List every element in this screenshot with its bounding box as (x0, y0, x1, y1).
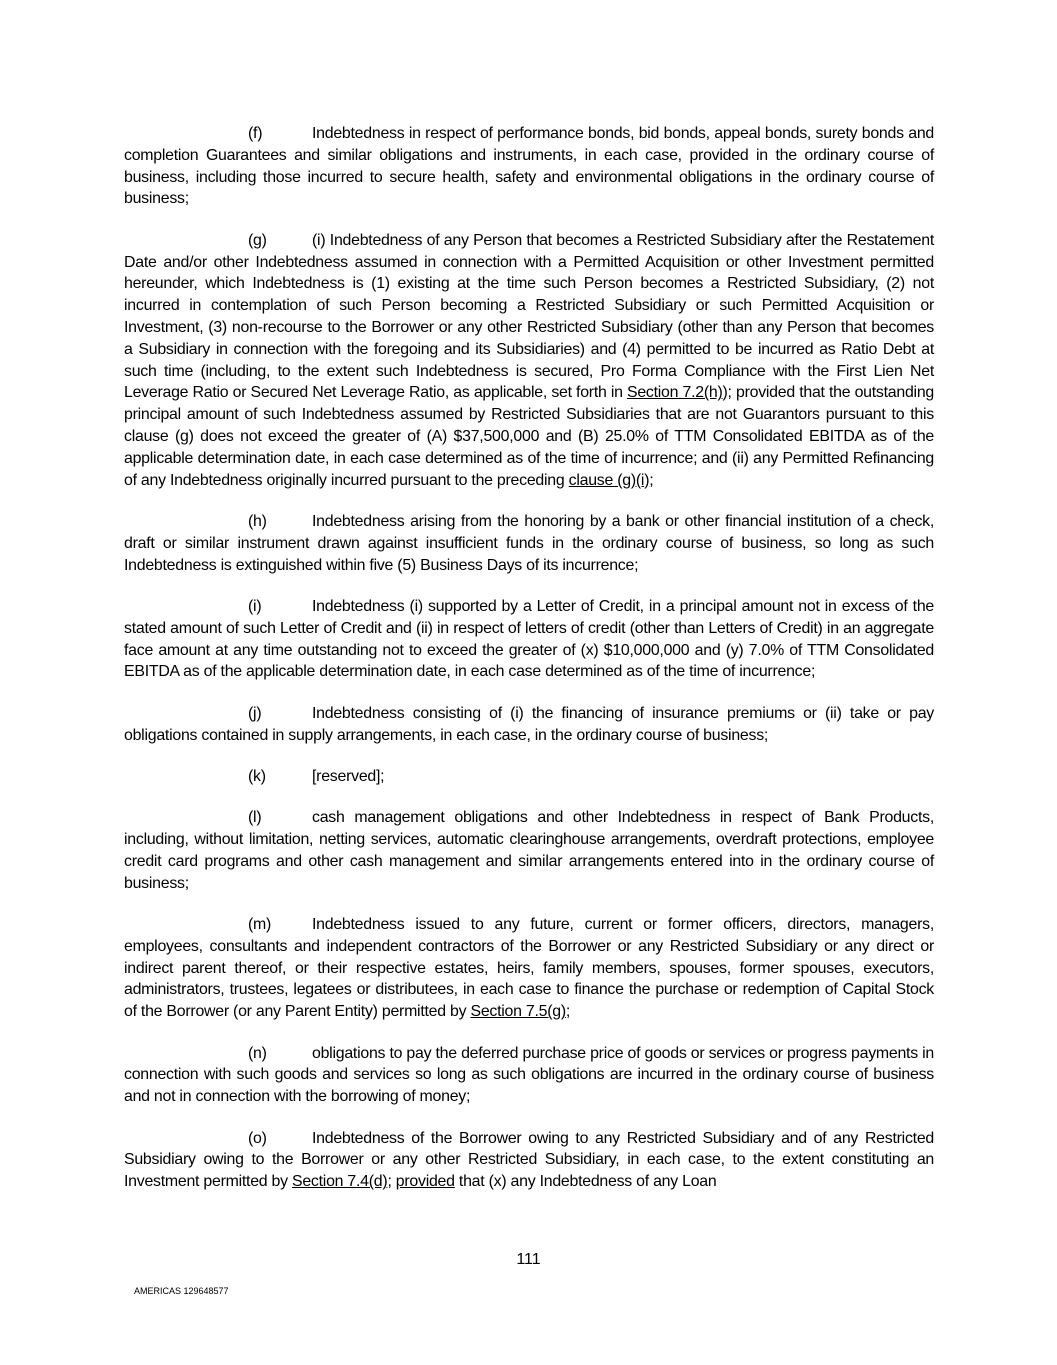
clause-marker: (i) (248, 597, 262, 615)
clause-text: Indebtedness of the Borrower owing to any Restricted Subsidiary and of any Restricted Subsidiary owing to the Borrower or any other Restricted Subsidiary, in each case, to the extent constituting an Investment permitted by (124, 1129, 934, 1191)
section-reference: Section 7.2(h) (626, 384, 723, 402)
clause-text: Indebtedness in respect of performance bonds, bid bonds, appeal bonds, surety bonds and completion Guarantees and similar obligations and instruments, in each case, provided in the ordinary course of business, including those incurred to secure health, safety and environmental obligations in the ordinary course of business; (124, 125, 934, 208)
section-reference: Section 7.4(d) (292, 1173, 388, 1191)
clause-text: that (x) any Indebtedness of any Loan (454, 1173, 717, 1191)
clause-text: [reserved]; (312, 767, 385, 785)
page-number: 111 (516, 1251, 541, 1268)
clause-marker: (n) (248, 1044, 267, 1062)
clause-f (124, 123, 934, 210)
clause-marker: (j) (248, 704, 262, 722)
clause-text: ; (565, 1003, 571, 1021)
clause-j (124, 703, 934, 747)
clause-marker: (l) (248, 809, 262, 827)
clause-text: cash management obligations and other Indebtedness in respect of Bank Products, including, without limitation, netting services, automatic clearinghouse arrangements, overdraft protections, employee credit card programs and other cash management and similar arrangements entered into in the ordinary course of business; (124, 809, 934, 892)
clause-h (124, 511, 934, 576)
clause-l (124, 807, 934, 894)
clause-text: Indebtedness arising from the honoring by a bank or other financial institution of a check, draft or similar instrument drawn against insufficient funds in the ordinary course of business, so long as such Indebtedness is extinguished within five (5) Business Days of its incurrence; (124, 512, 934, 574)
clause-text: ; (387, 1173, 396, 1191)
clause-i (124, 596, 934, 683)
section-reference: Section 7.5(g) (470, 1003, 566, 1021)
document-id: AMERICAS 129648577 (134, 1286, 229, 1296)
clause-m (124, 914, 934, 1023)
clause-marker: (o) (248, 1129, 267, 1147)
clause-reference: clause (g)(i) (568, 471, 650, 489)
clause-marker: (m) (248, 916, 272, 934)
clause-text: ); provided that the outstanding principal amount of such Indebtedness assumed by Restricted Subsidiaries that are not Guarantors pursuant to this clause (g) does not exceed the greater of (A) $37,500,000 and (B) 25.0% of TTM Consolidated EBITDA as of the applicable determination date, in each case determined as of the time of incurrence; and (ii) any Permitted Refinancing of any Indebtedness originally incurred pursuant to the preceding (124, 384, 934, 489)
clause-text: Indebtedness issued to any future, current or former officers, directors, managers, employees, consultants and independent contractors of the Borrower or any Restricted Subsidiary or any direct or indirect parent thereof, or their respective estates, heirs, family members, spouses, former spouses, executors, administrators, trustees, legatees or distributees, in each case to finance the purchase or redemption of Capital Stock of the Borrower (or any Parent Entity) permitted by (124, 916, 934, 1021)
provided-term: provided (395, 1173, 455, 1191)
clause-text: (i) Indebtedness of any Person that becomes a Restricted Subsidiary after the Restatement Date and/or other Indebtedness assumed in connection with a Permitted Acquisition or other Investment permitted hereunder, which Indebtedness is (1) existing at the time such Person becomes a Restricted Subsidiary, (2) not incurred in contemplation of such Person becoming a Restricted Subsidiary or such Permitted Acquisition or Investment, (3) non-recourse to the Borrower or any other Restricted Subsidiary (other than any Person that becomes a Subsidiary in connection with the foregoing and its Subsidiaries) and (4) permitted to be incurred as Ratio Debt at such time (including, to the extent such Indebtedness is secured, Pro Forma Compliance with the First Lien Net Leverage Ratio or Secured Net Leverage Ratio, as applicable, set forth in (124, 231, 934, 402)
clause-n (124, 1043, 934, 1108)
clause-k (124, 766, 934, 788)
document-body (124, 123, 934, 1213)
clause-marker: (k) (248, 767, 266, 785)
clause-marker: (f) (248, 125, 263, 142)
clause-o (124, 1128, 934, 1193)
clause-text: Indebtedness consisting of (i) the financing of insurance premiums or (ii) take or pay obligations contained in supply arrangements, in each case, in the ordinary course of business; (124, 704, 934, 744)
clause-marker: (g) (248, 231, 267, 249)
clause-marker: (h) (248, 512, 267, 530)
clause-text: Indebtedness (i) supported by a Letter of Credit, in a principal amount not in excess of the stated amount of such Letter of Credit and (ii) in respect of letters of credit (other than Letters of Credit) in an aggregate face amount at any time outstanding not to exceed the greater of (x) $10,000,000 and (y) 7.0% of TTM Consolidated EBITDA as of the applicable determination date, in each case determined as of the time of incurrence; (124, 597, 934, 681)
clause-g (124, 230, 934, 492)
clause-text: ; (649, 471, 654, 489)
clause-text: obligations to pay the deferred purchase price of goods or services or progress payments in connection with such goods and services so long as such obligations are incurred in the ordinary course of business and not in connection with the borrowing of money; (124, 1044, 934, 1106)
